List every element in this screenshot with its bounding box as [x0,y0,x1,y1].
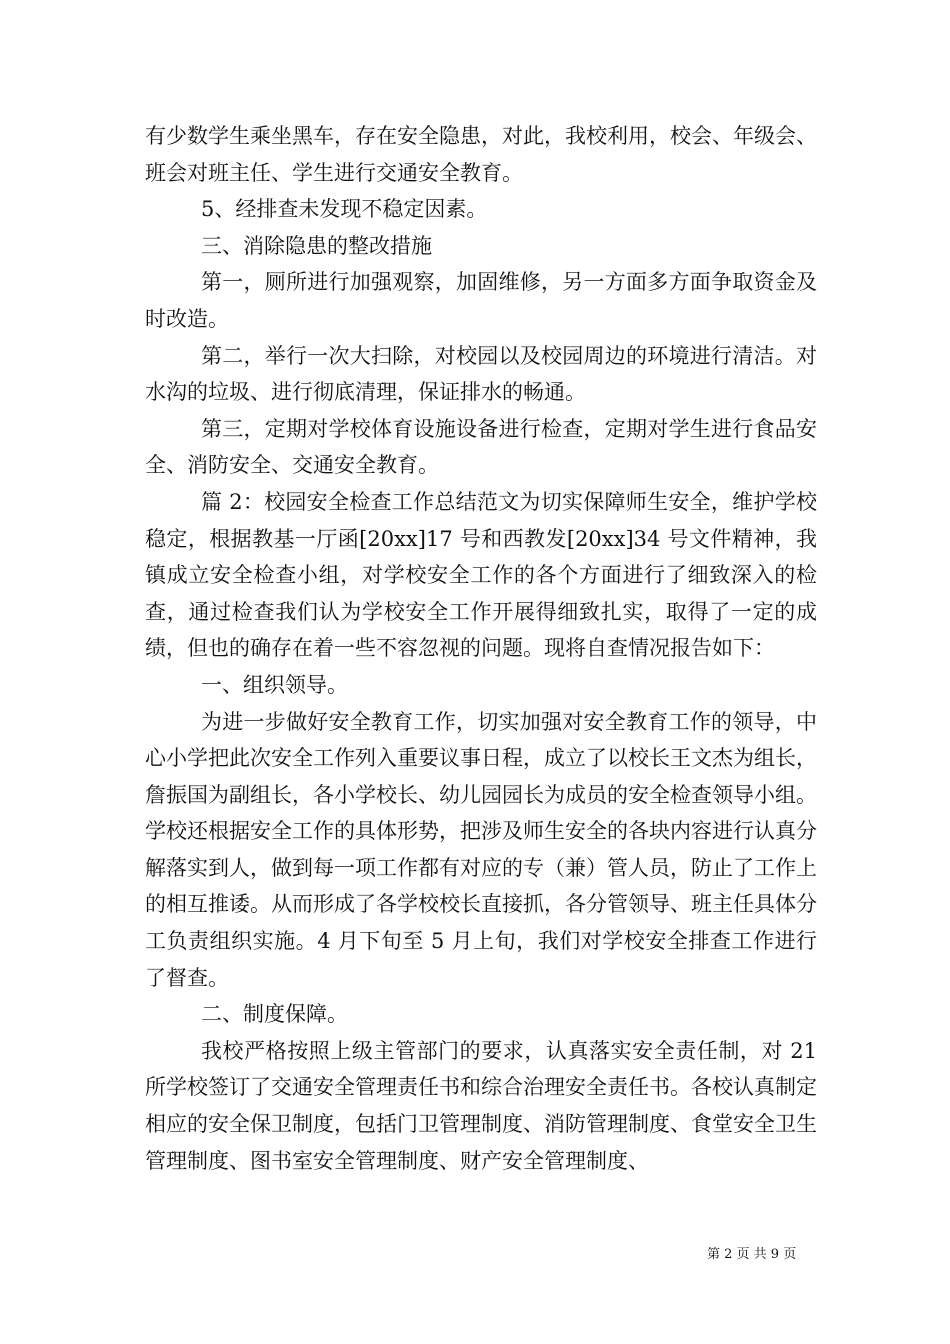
paragraph-9: 为进一步做好安全教育工作，切实加强对安全教育工作的领导，中心小学把此次安全工作列入重要议事日程，成立了以校长王文杰为组长，詹振国为副组长，各小学校长、幼儿园园长为成员的安全检查领导小组。学校还根据安全工作的具体形势，把涉及师生安全的各块内容进行认真分解落实到人，做到每一项工作都有对应的专（兼）管人员，防止了工作上的相互推诿。从而形成了各学校校长直接抓，各分管领导、班主任具体分工负责组织实施。4 月下旬至 5 月上旬，我们对学校安全排查工作进行了督查。 [145,709,817,990]
page-footer [0,1243,950,1267]
section-heading-3: 三、消除隐患的整改措施 [201,233,432,258]
paragraph-11: 我校严格按照上级主管部门的要求，认真落实安全责任制，对 21 所学校签订了交通安全管理责任书和综合治理安全责任书。各校认真制定相应的安全保卫制度，包括门卫管理制度、消防管理制度、食堂安全卫生管理制度、图书室安全管理制度、财产安全管理制度、 [145,1038,817,1173]
page-number-label: 第 2 页 共 9 页 [707,1247,797,1262]
document-body [145,118,817,1179]
paragraph-7: 篇 2：校园安全检查工作总结范文为切实保障师生安全，维护学校稳定，根据教基一厅函[20xx]17 号和西教发[20xx]34 号文件精神，我镇成立安全检查小组，对学校安全工作的各个方面进行了细致深入的检查，通过检查我们认为学校安全工作开展得细致扎实，取得了一定的成绩，但也的确存在着一些不容忽视的问题。现将自查情况报告如下： [145,489,817,661]
paragraph-2: 5、经排查未发现不稳定因素。 [201,197,488,222]
paragraph-5: 第二，举行一次大扫除，对校园以及校园周边的环境进行清洁。对水沟的垃圾、进行彻底清理，保证排水的畅通。 [145,343,817,405]
paragraph-6: 第三，定期对学校体育设施设备进行检查，定期对学生进行食品安全、消防安全、交通安全教育。 [145,416,817,478]
section-heading-8: 一、组织领导。 [201,672,348,697]
paragraph-1: 有少数学生乘坐黑车，存在安全隐患，对此，我校利用，校会、年级会、班会对班主任、学生进行交通安全教育。 [145,124,817,185]
section-heading-10: 二、制度保障。 [201,1002,348,1027]
paragraph-4: 第一，厕所进行加强观察，加固维修，另一方面多方面争取资金及时改造。 [145,270,817,331]
